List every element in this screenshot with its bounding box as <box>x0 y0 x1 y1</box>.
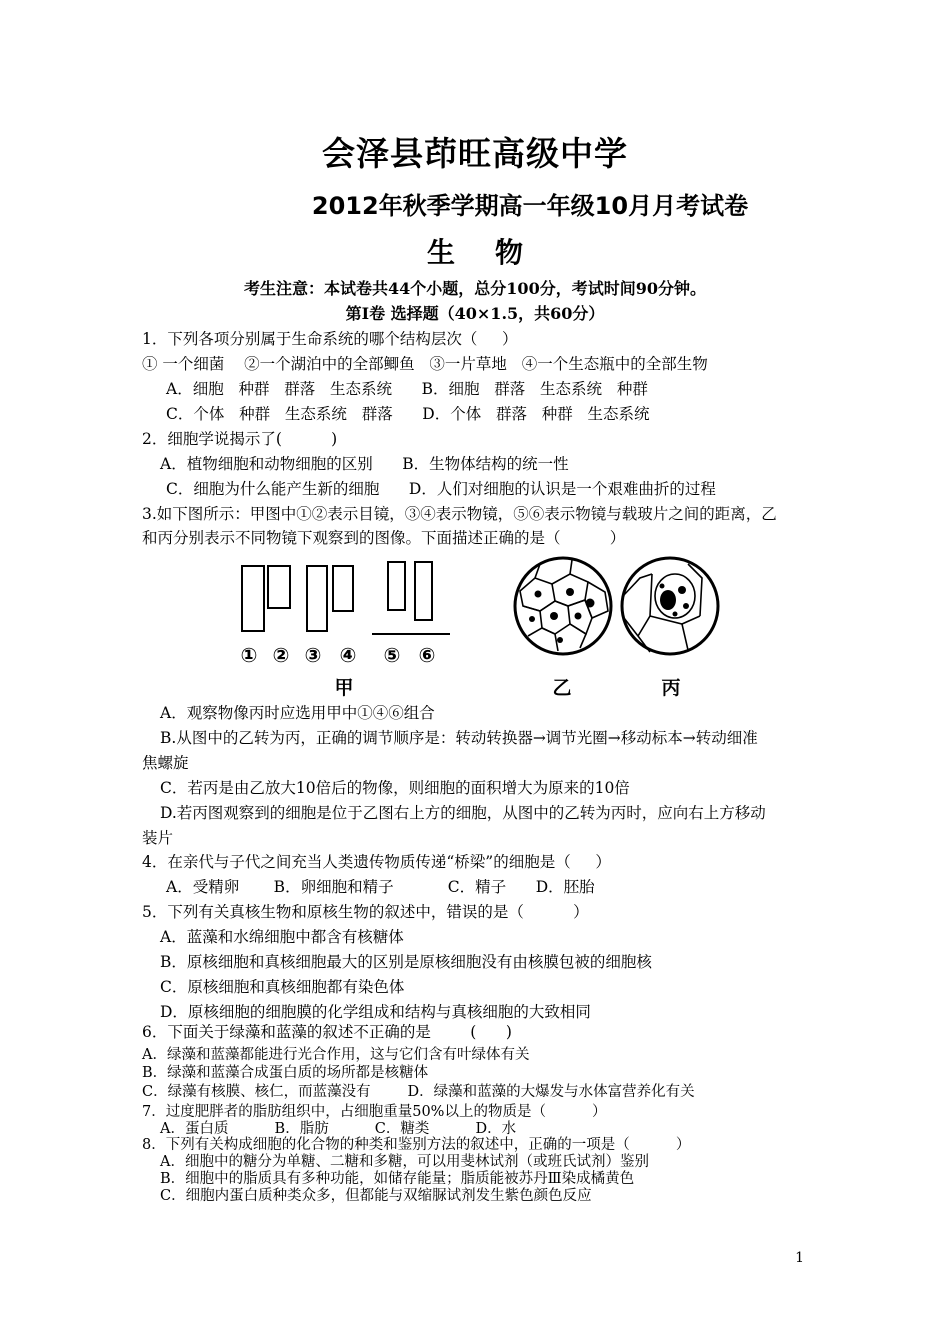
q1-options-ab: A．细胞 种群 群落 生态系统 B．细胞 群落 生态系统 种群 <box>166 380 648 398</box>
eyepiece-1 <box>242 566 264 631</box>
q5-option-b: B．原核细胞和真核细胞最大的区别是原核细胞没有由核膜包被的细胞核 <box>160 953 652 971</box>
label-2: ② <box>272 643 290 667</box>
label-3: ③ <box>304 643 322 667</box>
microscope-figure <box>220 556 720 701</box>
q2-stem: 2．细胞学说揭示了( ) <box>142 430 338 448</box>
q7-stem: 7．过度肥胖者的脂肪组织中，占细胞重量50%以上的物质是（ ） <box>142 1104 607 1120</box>
q2-options-cd: C．细胞为什么能产生新的细胞 D．人们对细胞的认识是一个艰难曲折的过程 <box>166 480 716 498</box>
q4-stem: 4．在亲代与子代之间充当人类遗传物质传递“桥梁”的细胞是（ ） <box>142 853 611 871</box>
q4-options: A．受精卵 B．卵细胞和精子 C．精子 D．胚胎 <box>166 878 595 896</box>
section-heading: 第Ⅰ卷 选择题（40×1.5，共60分） <box>345 304 605 323</box>
subject-title: 生物 <box>426 236 563 269</box>
q6-options-cd: C．绿藻有核膜、核仁，而蓝藻没有 D．绿藻和蓝藻的大爆发与水体富营养化有关 <box>142 1084 695 1100</box>
q3-option-a: A．观察物像丙时应选用甲中①④⑥组合 <box>160 704 435 722</box>
image-bing <box>622 558 718 654</box>
objective-3 <box>307 566 327 631</box>
caption-bing: 丙 <box>661 677 681 699</box>
q8-option-a: A．细胞中的糖分为单糖、二糖和多糖，可以用斐林试剂（或班氏试剂）鉴别 <box>160 1154 649 1170</box>
q6-option-a: A．绿藻和蓝藻都能进行光合作用，这与它们含有叶绿体有关 <box>142 1047 530 1063</box>
q3-option-c: C．若丙是由乙放大10倍后的物像，则细胞的面积增大为原来的10倍 <box>160 779 630 797</box>
distance-6 <box>415 562 432 620</box>
q5-option-a: A．蓝藻和水绵细胞中都含有核糖体 <box>160 928 404 946</box>
q7-options: A．蛋白质 B．脂肪 C．糖类 D．水 <box>160 1121 517 1137</box>
q8-stem: 8．下列有关构成细胞的化合物的种类和鉴别方法的叙述中，正确的一项是（ ） <box>142 1137 691 1153</box>
q3-stem-line2: 和丙分别表示不同物镜下观察到的图像。下面描述正确的是（ ） <box>142 529 626 547</box>
objective-4 <box>333 566 353 611</box>
q3-option-d-line1: D.若丙图观察到的细胞是位于乙图右上方的细胞，从图中的乙转为丙时，应向右上方移动 <box>160 804 766 822</box>
q3-stem-line1: 3.如下图所示：甲图中①②表示目镜，③④表示物镜，⑤⑥表示物镜与载玻片之间的距离，乙 <box>142 505 777 523</box>
caption-yi: 乙 <box>552 677 572 699</box>
label-5: ⑤ <box>383 643 401 667</box>
school-name: 会泽县茚旺高级中学 <box>322 134 628 173</box>
q5-option-c: C．原核细胞和真核细胞都有染色体 <box>160 978 405 996</box>
label-6: ⑥ <box>418 643 436 667</box>
distance-5 <box>388 562 405 610</box>
q1-items: ① 一个细菌 ②一个湖泊中的全部鲫鱼 ③一片草地 ④一个生态瓶中的全部生物 <box>142 355 708 373</box>
q5-stem: 5．下列有关真核生物和原核生物的叙述中，错误的是（ ） <box>142 903 589 921</box>
image-yi <box>515 558 611 654</box>
q5-option-d: D．原核细胞的细胞膜的化学组成和结构与真核细胞的大致相同 <box>160 1003 591 1021</box>
label-1: ① <box>240 643 258 667</box>
page-number: 1 <box>795 1250 804 1266</box>
q1-options-cd: C．个体 种群 生态系统 群落 D．个体 群落 种群 生态系统 <box>166 405 650 423</box>
q3-option-b-line2: 焦螺旋 <box>142 754 189 772</box>
exam-title: 2012年秋季学期高一年级10月月考试卷 <box>311 192 749 220</box>
q3-option-d-line2: 装片 <box>142 829 174 847</box>
label-4: ④ <box>339 643 357 667</box>
q8-option-c: C．细胞内蛋白质种类众多，但都能与双缩脲试剂发生紫色颜色反应 <box>160 1188 592 1204</box>
q2-options-ab: A．植物细胞和动物细胞的区别 B．生物体结构的统一性 <box>160 455 569 473</box>
caption-jia: 甲 <box>334 677 354 699</box>
q6-option-b: B．绿藻和蓝藻合成蛋白质的场所都是核糖体 <box>142 1065 429 1081</box>
q6-stem: 6．下面关于绿藻和蓝藻的叙述不正确的是 ( ) <box>142 1023 512 1041</box>
q8-option-b: B．细胞中的脂质具有多种功能，如储存能量；脂质能被苏丹Ⅲ染成橘黄色 <box>160 1171 635 1187</box>
eyepiece-2 <box>268 566 290 608</box>
exam-notice: 考生注意：本试卷共44个小题，总分100分，考试时间90分钟。 <box>244 279 706 298</box>
q3-option-b-line1: B.从图中的乙转为丙，正确的调节顺序是：转动转换器→调节光圈→移动标本→转动细准 <box>160 729 758 747</box>
q1-stem: 1．下列各项分别属于生命系统的哪个结构层次（ ） <box>142 330 518 348</box>
